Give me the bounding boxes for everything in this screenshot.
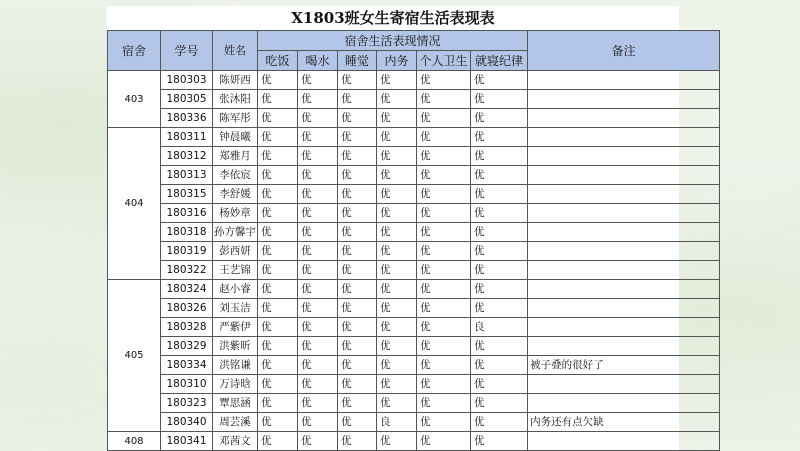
grade-cell: 优: [338, 128, 377, 147]
student-id-cell: 180340: [161, 413, 213, 432]
grade-cell: 优: [417, 394, 471, 413]
grade-cell: 优: [471, 166, 528, 185]
grade-cell: 优: [471, 394, 528, 413]
grade-cell: 优: [417, 90, 471, 109]
student-name-cell: 郑雅月: [213, 147, 258, 166]
table-row: [108, 128, 720, 147]
student-id-cell: 180323: [161, 394, 213, 413]
remark-cell: [528, 280, 720, 299]
remark-cell: [528, 223, 720, 242]
grade-cell: 优: [258, 318, 298, 337]
grade-cell: 优: [377, 356, 417, 375]
grade-cell: 优: [298, 204, 338, 223]
grade-cell: 优: [298, 242, 338, 261]
student-id-cell: 180334: [161, 356, 213, 375]
grade-cell: 优: [471, 71, 528, 90]
remark-cell: [528, 204, 720, 223]
grade-cell: 优: [377, 299, 417, 318]
header-remarks: 备注: [528, 31, 720, 71]
grade-cell: 优: [377, 318, 417, 337]
grade-cell: 优: [471, 261, 528, 280]
table-row: [108, 375, 720, 394]
grade-cell: 优: [338, 413, 377, 432]
grade-cell: 优: [417, 128, 471, 147]
student-id-cell: 180341: [161, 432, 213, 451]
grade-cell: 优: [258, 375, 298, 394]
grade-cell: 优: [417, 185, 471, 204]
grade-cell: 优: [471, 413, 528, 432]
grade-cell: 优: [338, 204, 377, 223]
student-id-cell: 180305: [161, 90, 213, 109]
grade-cell: 优: [377, 185, 417, 204]
student-name-cell: 张沐阳: [213, 90, 258, 109]
grade-cell: 优: [338, 394, 377, 413]
grade-cell: 优: [377, 109, 417, 128]
grade-cell: 优: [471, 356, 528, 375]
dorm-cell: 405: [108, 280, 161, 432]
remark-cell: [528, 394, 720, 413]
student-id-cell: 180319: [161, 242, 213, 261]
grade-cell: 优: [377, 280, 417, 299]
table-row: [108, 166, 720, 185]
student-id-cell: 180336: [161, 109, 213, 128]
grade-cell: 优: [471, 147, 528, 166]
grade-cell: 良: [471, 318, 528, 337]
remark-cell: [528, 109, 720, 128]
grade-cell: 优: [377, 375, 417, 394]
student-id-cell: 180310: [161, 375, 213, 394]
grade-cell: 优: [377, 147, 417, 166]
grade-cell: 优: [258, 337, 298, 356]
grade-cell: 优: [298, 128, 338, 147]
grade-cell: 优: [258, 147, 298, 166]
header-hygiene: 个人卫生: [417, 51, 471, 71]
grade-cell: 优: [417, 299, 471, 318]
grade-cell: 优: [298, 109, 338, 128]
remark-cell: [528, 242, 720, 261]
grade-cell: 优: [417, 109, 471, 128]
grade-cell: 优: [298, 223, 338, 242]
table-row: [108, 299, 720, 318]
grade-cell: 优: [338, 223, 377, 242]
grade-cell: 优: [338, 109, 377, 128]
grade-cell: 优: [298, 185, 338, 204]
grade-cell: 优: [298, 147, 338, 166]
grade-cell: 优: [298, 413, 338, 432]
table-row: [108, 147, 720, 166]
grade-cell: 优: [377, 128, 417, 147]
grade-cell: 优: [338, 242, 377, 261]
grade-cell: 优: [258, 356, 298, 375]
table-row: [108, 261, 720, 280]
grade-cell: 优: [338, 375, 377, 394]
student-name-cell: 陈妍西: [213, 71, 258, 90]
grade-cell: 优: [258, 432, 298, 451]
student-name-cell: 王艺锦: [213, 261, 258, 280]
grade-cell: 优: [417, 337, 471, 356]
grade-cell: 优: [377, 432, 417, 451]
grade-cell: 优: [417, 147, 471, 166]
student-name-cell: 洪铭谦: [213, 356, 258, 375]
grade-cell: 优: [377, 261, 417, 280]
student-id-cell: 180326: [161, 299, 213, 318]
remark-cell: [528, 375, 720, 394]
student-name-cell: 刘玉洁: [213, 299, 258, 318]
grade-cell: 优: [298, 432, 338, 451]
student-name-cell: 彭西妍: [213, 242, 258, 261]
student-name-cell: 李依宸: [213, 166, 258, 185]
grade-cell: 优: [417, 204, 471, 223]
grade-cell: 优: [338, 280, 377, 299]
grade-cell: 优: [377, 71, 417, 90]
grade-cell: 优: [417, 71, 471, 90]
student-name-cell: 陈军彤: [213, 109, 258, 128]
header-bedtime: 就寝纪律: [471, 51, 528, 71]
grade-cell: 优: [338, 166, 377, 185]
grade-cell: 优: [258, 109, 298, 128]
grade-cell: 优: [471, 280, 528, 299]
remark-cell: [528, 71, 720, 90]
remark-cell: [528, 185, 720, 204]
grade-cell: 优: [377, 242, 417, 261]
header-student-id: 学号: [161, 31, 213, 71]
grade-cell: 优: [377, 166, 417, 185]
grade-cell: 优: [338, 185, 377, 204]
grade-cell: 优: [417, 413, 471, 432]
remark-cell: [528, 318, 720, 337]
remark-cell: [528, 128, 720, 147]
student-id-cell: 180303: [161, 71, 213, 90]
grade-cell: 优: [298, 280, 338, 299]
grade-cell: 优: [377, 223, 417, 242]
dorm-performance-table: [107, 30, 720, 451]
dorm-cell: 404: [108, 128, 161, 280]
grade-cell: 优: [417, 166, 471, 185]
header-sleeping: 睡觉: [338, 51, 377, 71]
grade-cell: 优: [298, 356, 338, 375]
student-id-cell: 180329: [161, 337, 213, 356]
grade-cell: 优: [258, 394, 298, 413]
student-name-cell: 钟晨曦: [213, 128, 258, 147]
grade-cell: 优: [417, 432, 471, 451]
student-id-cell: 180312: [161, 147, 213, 166]
grade-cell: 优: [471, 375, 528, 394]
student-id-cell: 180328: [161, 318, 213, 337]
dorm-cell: 403: [108, 71, 161, 128]
table-row: [108, 356, 720, 375]
grade-cell: 优: [471, 204, 528, 223]
grade-cell: 优: [471, 223, 528, 242]
header-drinking: 喝水: [298, 51, 338, 71]
grade-cell: 优: [298, 375, 338, 394]
student-id-cell: 180311: [161, 128, 213, 147]
grade-cell: 优: [298, 318, 338, 337]
student-id-cell: 180315: [161, 185, 213, 204]
grade-cell: 优: [258, 413, 298, 432]
table-row: [108, 90, 720, 109]
table-row: [108, 185, 720, 204]
grade-cell: 优: [338, 337, 377, 356]
grade-cell: 优: [258, 223, 298, 242]
grade-cell: 优: [298, 394, 338, 413]
student-id-cell: 180324: [161, 280, 213, 299]
grade-cell: 优: [377, 337, 417, 356]
student-name-cell: 李舒媛: [213, 185, 258, 204]
student-name-cell: 孙方馨宇: [213, 223, 258, 242]
table-row: [108, 223, 720, 242]
grade-cell: 优: [417, 261, 471, 280]
grade-cell: 优: [298, 90, 338, 109]
table-row: [108, 394, 720, 413]
grade-cell: 优: [258, 185, 298, 204]
table-row: [108, 109, 720, 128]
grade-cell: 优: [258, 128, 298, 147]
table-row: [108, 413, 720, 432]
grade-cell: 优: [338, 299, 377, 318]
grade-cell: 优: [258, 299, 298, 318]
remark-cell: [528, 261, 720, 280]
grade-cell: 优: [258, 204, 298, 223]
grade-cell: 优: [338, 356, 377, 375]
grade-cell: 优: [338, 90, 377, 109]
grade-cell: 优: [338, 71, 377, 90]
grade-cell: 优: [417, 280, 471, 299]
grade-cell: 优: [471, 128, 528, 147]
grade-cell: 优: [377, 394, 417, 413]
grade-cell: 优: [258, 71, 298, 90]
header-dorm: 宿舍: [108, 31, 161, 71]
grade-cell: 优: [471, 242, 528, 261]
student-id-cell: 180322: [161, 261, 213, 280]
grade-cell: 优: [377, 90, 417, 109]
student-name-cell: 万诗晗: [213, 375, 258, 394]
grade-cell: 优: [471, 185, 528, 204]
grade-cell: 优: [298, 337, 338, 356]
grade-cell: 优: [298, 299, 338, 318]
remark-cell: [528, 299, 720, 318]
grade-cell: 优: [471, 432, 528, 451]
header-chores: 内务: [377, 51, 417, 71]
grade-cell: 优: [417, 242, 471, 261]
student-id-cell: 180318: [161, 223, 213, 242]
header-name: 姓名: [213, 31, 258, 71]
header-eating: 吃饭: [258, 51, 298, 71]
spreadsheet-page: [107, 6, 679, 450]
grade-cell: 优: [471, 299, 528, 318]
grade-cell: 优: [471, 90, 528, 109]
remark-cell: [528, 90, 720, 109]
remark-cell: [528, 166, 720, 185]
remark-cell: [528, 147, 720, 166]
table-body: [108, 71, 720, 451]
table-row: [108, 280, 720, 299]
student-name-cell: 杨妙章: [213, 204, 258, 223]
grade-cell: 优: [298, 71, 338, 90]
table-row: [108, 242, 720, 261]
grade-cell: 优: [258, 242, 298, 261]
grade-cell: 优: [258, 90, 298, 109]
dorm-cell: 408: [108, 432, 161, 451]
grade-cell: 优: [338, 318, 377, 337]
student-name-cell: 赵小睿: [213, 280, 258, 299]
grade-cell: 优: [471, 109, 528, 128]
grade-cell: 优: [377, 204, 417, 223]
grade-cell: 优: [298, 166, 338, 185]
grade-cell: 良: [377, 413, 417, 432]
student-name-cell: 邓茜文: [213, 432, 258, 451]
student-id-cell: 180313: [161, 166, 213, 185]
remark-cell: 内务还有点欠缺: [528, 413, 720, 432]
student-name-cell: 严紫伊: [213, 318, 258, 337]
table-row: [108, 337, 720, 356]
grade-cell: 优: [258, 280, 298, 299]
grade-cell: 优: [471, 337, 528, 356]
remark-cell: [528, 337, 720, 356]
table-row: [108, 318, 720, 337]
grade-cell: 优: [338, 147, 377, 166]
grade-cell: 优: [417, 223, 471, 242]
grade-cell: 优: [338, 432, 377, 451]
grade-cell: 优: [298, 261, 338, 280]
header-performance-group: 宿舍生活表现情况: [258, 31, 528, 51]
student-name-cell: 周芸溪: [213, 413, 258, 432]
grade-cell: 优: [258, 261, 298, 280]
grade-cell: 优: [338, 261, 377, 280]
table-row: [108, 71, 720, 90]
remark-cell: [528, 432, 720, 451]
student-id-cell: 180316: [161, 204, 213, 223]
grade-cell: 优: [417, 356, 471, 375]
grade-cell: 优: [417, 375, 471, 394]
student-name-cell: 洪紫昕: [213, 337, 258, 356]
table-row: [108, 432, 720, 451]
grade-cell: 优: [258, 166, 298, 185]
table-title: X1803班女生寄宿生活表现表: [291, 9, 495, 27]
remark-cell: 被子叠的很好了: [528, 356, 720, 375]
table-row: [108, 204, 720, 223]
grade-cell: 优: [417, 318, 471, 337]
student-name-cell: 覃思涵: [213, 394, 258, 413]
